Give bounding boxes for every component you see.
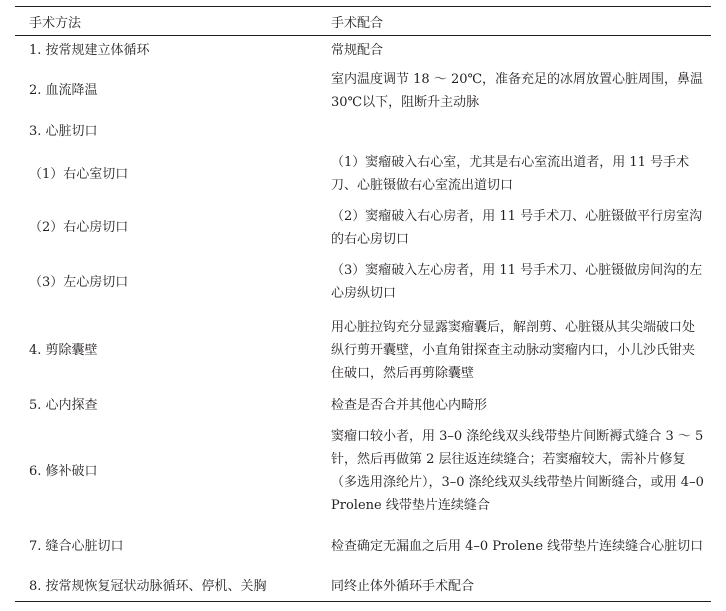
header-method: 手术方法 — [15, 7, 329, 36]
table-row — [15, 117, 711, 147]
method-cell: 6. 修补破口 — [29, 463, 98, 479]
cooperation-cell: （1）窦瘤破入右心室，尤其是右心室流出道者，用 11 号手术刀、心脏镊做右心室流出道切口 — [331, 155, 690, 193]
method-cell: 2. 血流降温 — [29, 83, 98, 98]
table-row — [15, 311, 711, 390]
cooperation-cell: 窦瘤口较小者，用 3–0 涤纶线双头线带垫片间断褥式缝合 3 ～ 5 针，然后再做第 2 层往返连续缝合；若窦瘤较大，需补片修复（多选用涤纶片），3–0 涤纶线双头线带垫片间断缝合，或用 4–0 Prolene 线带垫片连续缝合 — [331, 429, 704, 513]
table-row — [15, 65, 711, 117]
table-header-row — [15, 7, 711, 36]
method-cell: 3. 心脏切口 — [29, 124, 98, 139]
table-row — [15, 521, 711, 572]
cooperation-cell: 同终止体外循环手术配合 — [329, 572, 711, 602]
method-cell: 5. 心内探查 — [29, 398, 98, 413]
method-cell: 8. 按常规恢复冠状动脉循环、停机、关胸 — [15, 572, 329, 602]
table-row — [15, 36, 711, 65]
surgery-steps-table — [15, 6, 711, 602]
table-row — [15, 202, 711, 254]
table-row — [15, 147, 711, 202]
method-cell: （1）右心室切口 — [29, 166, 129, 182]
table-row — [15, 254, 711, 311]
table-row — [15, 422, 711, 521]
method-cell: 1. 按常规建立体循环 — [29, 42, 150, 58]
method-cell: 4. 剪除囊壁 — [29, 342, 98, 358]
method-cell: （3）左心房切口 — [29, 274, 129, 290]
table-row — [15, 390, 711, 422]
cooperation-cell: 用心脏拉钩充分显露窦瘤囊后，解剖剪、心脏镊从其尖端破口处纵行剪开囊壁，小直角钳探查主动脉动窦瘤内口，小儿沙氏钳夹住破口，然后再剪除囊壁 — [331, 319, 696, 381]
cooperation-cell: 室内温度调节 18 ～ 20℃，准备充足的冰屑放置心脏周围，鼻温 30℃以下，阻断升主动脉 — [331, 71, 704, 110]
table-row — [15, 572, 711, 602]
cooperation-cell: 检查是否合并其他心内畸形 — [331, 398, 488, 413]
cooperation-cell: （2）窦瘤破入右心房者，用 11 号手术刀、心脏镊做平行房室沟的右心房切口 — [331, 208, 703, 247]
method-cell: 7. 缝合心脏切口 — [29, 538, 124, 554]
header-cooperation: 手术配合 — [329, 7, 711, 36]
cooperation-cell: 常规配合 — [331, 42, 384, 58]
cooperation-cell: 检查确定无漏血之后用 4–0 Prolene 线带垫片连续缝合心脏切口 — [331, 538, 704, 554]
method-cell: （2）右心房切口 — [29, 220, 129, 235]
cooperation-cell: （3）窦瘤破入左心房者，用 11 号手术刀、心脏镊做房间沟的左心房纵切口 — [331, 263, 703, 301]
cooperation-cell — [329, 117, 711, 147]
